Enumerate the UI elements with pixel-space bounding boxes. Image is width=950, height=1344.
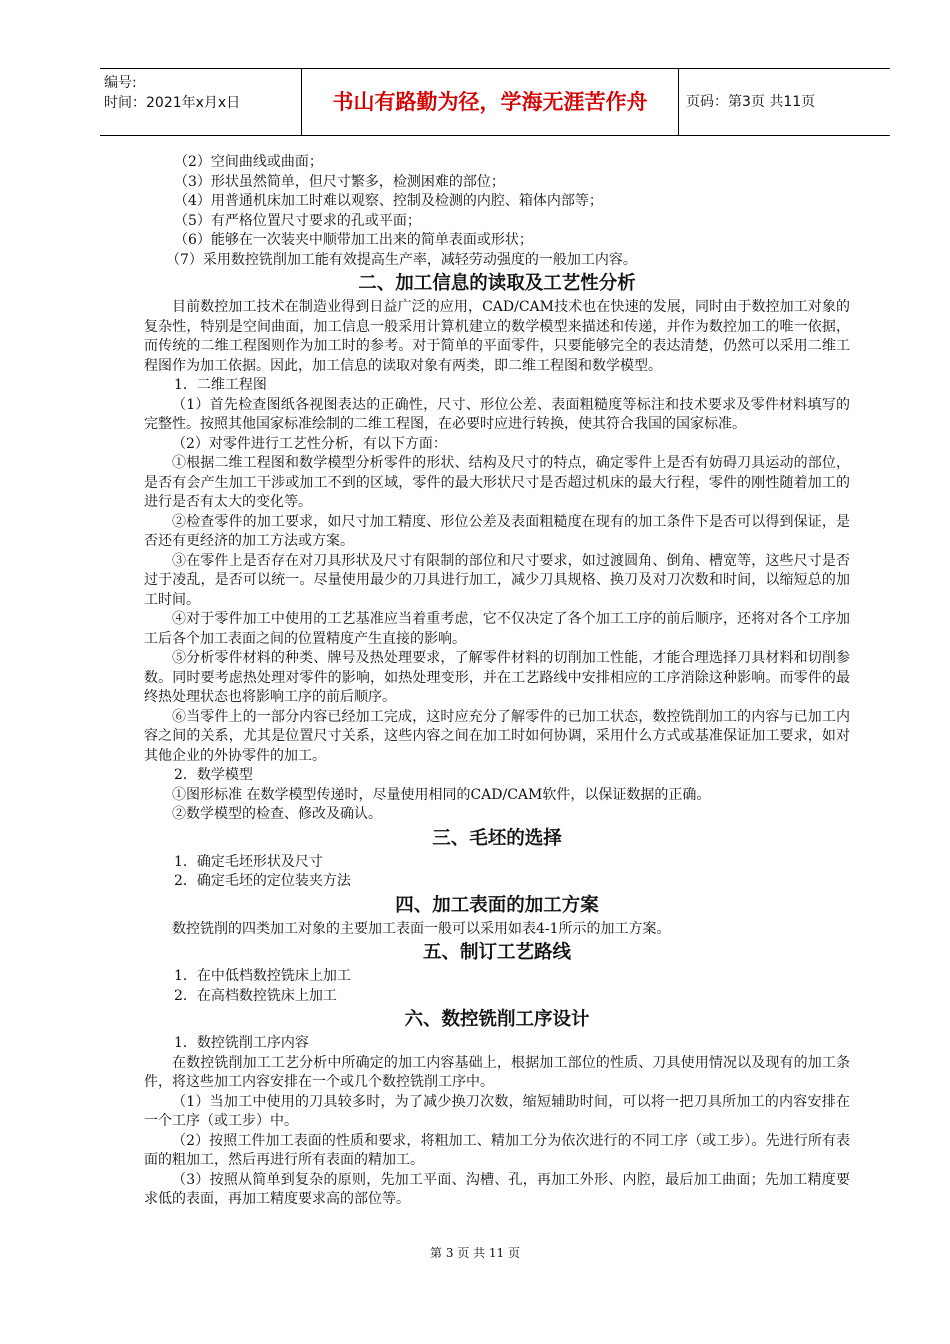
paragraph: 数控铣削的四类加工对象的主要加工表面一般可以采用如表4-1所示的加工方案。 xyxy=(172,920,671,937)
paragraph: ①图形标准 在数学模型传递时，尽量使用相同的CAD/CAM软件，以保证数据的正确。 xyxy=(172,786,711,803)
document-body xyxy=(144,153,850,1210)
header-motto: 书山有路勤为径，学海无涯苦作舟 xyxy=(301,69,679,135)
header-page-indicator: 页码：第3页 共11页 xyxy=(686,94,816,110)
list-item: （2）空间曲线或曲面； xyxy=(174,154,323,170)
paragraph: （1）首先检查图纸各视图表达的正确性，尺寸、形位公差、表面粗糙度等标注和技术要求及零件材料填写的完整性。按照其他国家标准绘制的二维工程图，在必要时应进行转换，使其符合我国的国家标准。 xyxy=(144,396,850,432)
paragraph: （1）当加工中使用的刀具较多时，为了减少换刀次数，缩短辅助时间，可以将一把刀具所加工的内容安排在一个工序（或工步）中。 xyxy=(144,1093,850,1129)
paragraph: ②数学模型的检查、修改及确认。 xyxy=(172,806,382,822)
paragraph: （2）对零件进行工艺性分析，有以下方面： xyxy=(172,435,447,452)
document-number-label: 编号: xyxy=(104,75,137,91)
list-item: 2．在高档数控铣床上加工 xyxy=(174,987,337,1004)
list-item: （5）有严格位置尺寸要求的孔或平面； xyxy=(174,212,421,229)
page-header xyxy=(100,68,890,136)
paragraph: ⑤分析零件材料的种类、牌号及热处理要求，了解零件材料的切削加工性能，才能合理选择刀具材料和切削参数。同时要考虑热处理对零件的影响，如热处理变形，并在工艺路线中安排相应的工序消除这种影响。而零件的最终热处理状态也将影响工序的前后顺序。 xyxy=(144,650,850,705)
paragraph: ②检查零件的加工要求，如尺寸加工精度、形位公差及表面粗糙度在现有的加工条件下是否可以得到保证，是否还有更经济的加工方法或方案。 xyxy=(144,513,850,549)
document-time-label: 时间：2021年x月x日 xyxy=(104,95,241,111)
page-footer: 第 3 页 共 11 页 xyxy=(430,1246,520,1260)
paragraph: （2）按照工件加工表面的性质和要求，将粗加工、精加工分为依次进行的不同工序（或工步）。先进行所有表面的粗加工，然后再进行所有表面的精加工。 xyxy=(144,1132,850,1168)
paragraph: ④对于零件加工中使用的工艺基准应当着重考虑，它不仅决定了各个加工工序的前后顺序，还将对各个工序加工后各个加工表面之间的位置精度产生直接的影响。 xyxy=(144,611,850,647)
paragraph: ①根据二维工程图和数学模型分析零件的形状、结构及尺寸的特点，确定零件上是否有妨碍刀具运动的部位，是否有会产生加工干涉或加工不到的区域，零件的最大形状尺寸是否超过机床的最大行程，零件的刚性随着加工的进行是否有太大的变化等。 xyxy=(144,455,850,510)
header-left-cell xyxy=(100,69,300,135)
list-item: 1．确定毛坯形状及尺寸 xyxy=(174,853,323,870)
list-item: 2．确定毛坯的定位装夹方法 xyxy=(174,873,351,889)
section-heading-6: 六、数控铣削工序设计 xyxy=(404,1009,590,1030)
list-item: （4）用普通机床加工时难以观察、控制及检测的内腔、箱体内部等； xyxy=(174,193,603,209)
paragraph: （3）按照从简单到复杂的原则，先加工平面、沟槽、孔，再加工外形、内腔，最后加工曲面；先加工精度要求低的表面，再加工精度要求高的部位等。 xyxy=(144,1171,850,1207)
list-item: （7）采用数控铣削加工能有效提高生产率，减轻劳动强度的一般加工内容。 xyxy=(166,251,637,268)
section-heading-5: 五、制订工艺路线 xyxy=(422,942,571,963)
subheading: 2．数学模型 xyxy=(174,767,253,783)
paragraph: 目前数控加工技术在制造业得到日益广泛的应用，CAD/CAM技术也在快速的发展，同时由于数控加工对象的复杂性，特别是空间曲面，加工信息一般采用计算机建立的数学模型来描述和传递，并作为数控加工的唯一依据，而传统的二维工程图则作为加工时的参考。对于简单的平面零件，只要能够完全的表达清楚，仍然可以采用二维工程图作为加工依据。因此，加工信息的读取对象有两类，即二维工程图和数学模型。 xyxy=(144,299,850,374)
list-item: （3）形状虽然简单，但尺寸繁多，检测困难的部位； xyxy=(174,173,505,190)
section-heading-4: 四、加工表面的加工方案 xyxy=(395,894,599,916)
section-heading-3: 三、毛坯的选择 xyxy=(432,827,562,849)
list-item: （6）能够在一次装夹中顺带加工出来的简单表面或形状； xyxy=(174,232,533,248)
subheading: 1．二维工程图 xyxy=(174,377,267,393)
paragraph: ⑥当零件上的一部分内容已经加工完成，这时应充分了解零件的已加工状态，数控铣削加工的内容与已加工内容之间的关系，尤其是位置尺寸关系，这些内容之间在加工时如何协调，采用什么方式或基准保证加工要求，如对其他企业的外协零件的加工。 xyxy=(144,708,850,764)
subheading: 1．数控铣削工序内容 xyxy=(174,1035,309,1051)
paragraph: 在数控铣削加工工艺分析中所确定的加工内容基础上，根据加工部位的性质、刀具使用情况以及现有的加工条件，将这些加工内容安排在一个或几个数控铣削工序中。 xyxy=(144,1054,850,1090)
paragraph: ③在零件上是否存在对刀具形状及尺寸有限制的部位和尺寸要求，如过渡圆角、倒角、槽宽等，这些尺寸是否过于凌乱，是否可以统一。尽量使用最少的刀具进行加工，减少刀具规格、换刀及对刀次数和时间，以缩短总的加工时间。 xyxy=(144,552,850,608)
section-heading-2: 二、加工信息的读取及工艺性分析 xyxy=(358,273,636,294)
list-item: 1．在中低档数控铣床上加工 xyxy=(174,968,351,984)
